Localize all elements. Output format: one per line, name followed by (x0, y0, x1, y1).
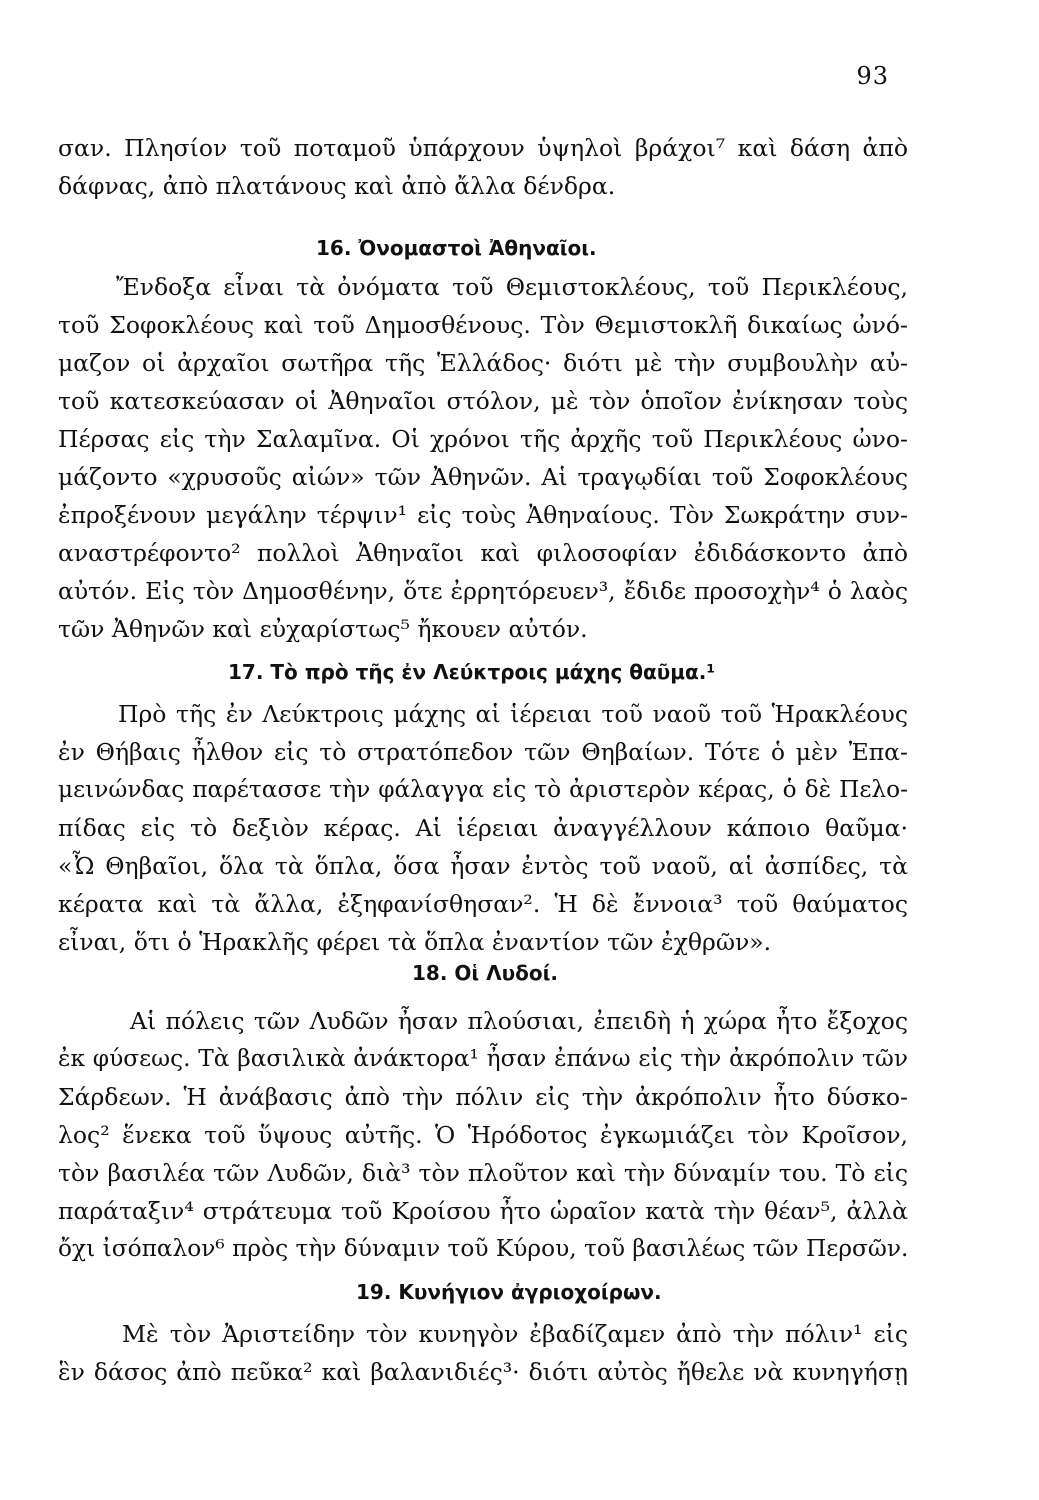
page-number: 93 (856, 62, 889, 90)
text-line: μαζον οἱ ἀρχαῖοι σωτῆρα τῆς Ἑλλάδος· διότι μὲ τὴν συμβουλὴν αὐ- (58, 349, 908, 377)
text-line: ἐπροξένουν μεγάλην τέρψιν¹ εἰς τοὺς Ἀθηναίους. Τὸν Σωκράτην συν- (58, 501, 908, 529)
text-line: αὐτόν. Εἰς τὸν Δημοσθένην, ὅτε ἐρρητόρευεν³, ἔδιδε προσοχὴν⁴ ὁ λαὸς (58, 577, 908, 605)
text-line: Μὲ τὸν Ἀριστείδην τὸν κυνηγὸν ἐβαδίζαμεν ἀπὸ τὴν πόλιν¹ εἰς (122, 1320, 908, 1348)
text-line: Πέρσας εἰς τὴν Σαλαμῖνα. Οἱ χρόνοι τῆς ἀρχῆς τοῦ Περικλέους ὠνο- (58, 425, 908, 453)
section-heading-17: 17. Τὸ πρὸ τῆς ἐν Λεύκτροις μάχης θαῦμα.¹ (228, 660, 716, 684)
section-heading-18: 18. Οἱ Λυδοί. (412, 961, 559, 985)
text-line: ὄχι ἰσόπαλον⁶ πρὸς τὴν δύναμιν τοῦ Κύρου, τοῦ βασιλέως τῶν Περσῶν. (58, 1235, 909, 1262)
text-line: Αἱ πόλεις τῶν Λυδῶν ἦσαν πλούσιαι, ἐπειδὴ ἡ χώρα ἦτο ἔξοχος (130, 1007, 908, 1035)
text-line: μεινώνδας παρέτασσε τὴν φάλαγγα εἰς τὸ ἀριστερὸν κέρας, ὁ δὲ Πελο- (58, 776, 908, 803)
text-line: δάφνας, ἀπὸ πλατάνους καὶ ἀπὸ ἄλλα δένδρα. (58, 172, 616, 200)
text-line: ἐν Θήβαις ἦλθον εἰς τὸ στρατόπεδον τῶν Θηβαίων. Τότε ὁ μὲν Ἐπα- (58, 738, 908, 766)
text-line: πίδας εἰς τὸ δεξιὸν κέρας. Αἱ ἱέρειαι ἀναγγέλλουν κάποιο θαῦμα· (58, 814, 908, 842)
text-line: τὸν βασιλέα τῶν Λυδῶν, διὰ³ τὸν πλοῦτον καὶ τὴν δύναμίν του. Τὸ εἰς (58, 1159, 908, 1187)
text-line: τῶν Ἀθηνῶν καὶ εὐχαρίστως⁵ ἤκουεν αὐτόν. (58, 615, 588, 643)
text-line: Ἔνδοξα εἶναι τὰ ὀνόματα τοῦ Θεμιστοκλέους, τοῦ Περικλέους, (116, 273, 908, 301)
text-line: ἓν δάσος ἀπὸ πεῦκα² καὶ βαλανιδιές³· διότι αὐτὸς ἤθελε νὰ κυνηγήσῃ (58, 1358, 908, 1386)
text-line: Πρὸ τῆς ἐν Λεύκτροις μάχης αἱ ἱέρειαι τοῦ ναοῦ τοῦ Ἡρακλέους (118, 700, 908, 728)
text-line: παράταξιν⁴ στράτευμα τοῦ Κροίσου ἦτο ὡραῖον κατὰ τὴν θέαν⁵, ἀλλὰ (58, 1197, 908, 1225)
text-line: σαν. Πλησίον τοῦ ποταμοῦ ὑπάρχουν ὑψηλοὶ βράχοι⁷ καὶ δάση ἀπὸ (58, 134, 908, 162)
text-line: αναστρέφοντο² πολλοὶ Ἀθηναῖοι καὶ φιλοσοφίαν ἐδιδάσκοντο ἀπὸ (58, 539, 908, 567)
text-line: τοῦ Σοφοκλέους καὶ τοῦ Δημοσθένους. Τὸν Θεμιστοκλῆ δικαίως ὠνό- (58, 311, 908, 339)
text-line: μάζοντο «χρυσοῦς αἰών» τῶν Ἀθηνῶν. Αἱ τραγῳδίαι τοῦ Σοφοκλέους (58, 463, 908, 491)
text-line: λος² ἕνεκα τοῦ ὕψους αὐτῆς. Ὁ Ἡρόδοτος ἐγκωμιάζει τὸν Κροῖσον, (58, 1121, 908, 1149)
text-line: ἐκ φύσεως. Τὰ βασιλικὰ ἀνάκτορα¹ ἦσαν ἐπάνω εἰς τὴν ἀκρόπολιν τῶν (58, 1045, 908, 1072)
section-heading-19: 19. Κυνήγιον ἀγριοχοίρων. (356, 1280, 662, 1304)
text-line: «Ὦ Θηβαῖοι, ὅλα τὰ ὅπλα, ὅσα ἦσαν ἐντὸς τοῦ ναοῦ, αἱ ἀσπίδες, τὰ (58, 852, 908, 880)
text-line: κέρατα καὶ τὰ ἄλλα, ἐξηφανίσθησαν². Ἡ δὲ ἔννοια³ τοῦ θαύματος (58, 890, 908, 918)
text-line: εἶναι, ὅτι ὁ Ἡρακλῆς φέρει τὰ ὅπλα ἐναντίον τῶν ἐχθρῶν». (58, 928, 772, 956)
section-heading-16: 16. Ὀνομαστοὶ Ἀθηναῖοι. (316, 236, 597, 260)
text-line: τοῦ κατεσκεύασαν οἱ Ἀθηναῖοι στόλον, μὲ τὸν ὁποῖον ἐνίκησαν τοὺς (58, 387, 908, 415)
text-line: Σάρδεων. Ἡ ἀνάβασις ἀπὸ τὴν πόλιν εἰς τὴν ἀκρόπολιν ἦτο δύσκο- (58, 1083, 908, 1111)
